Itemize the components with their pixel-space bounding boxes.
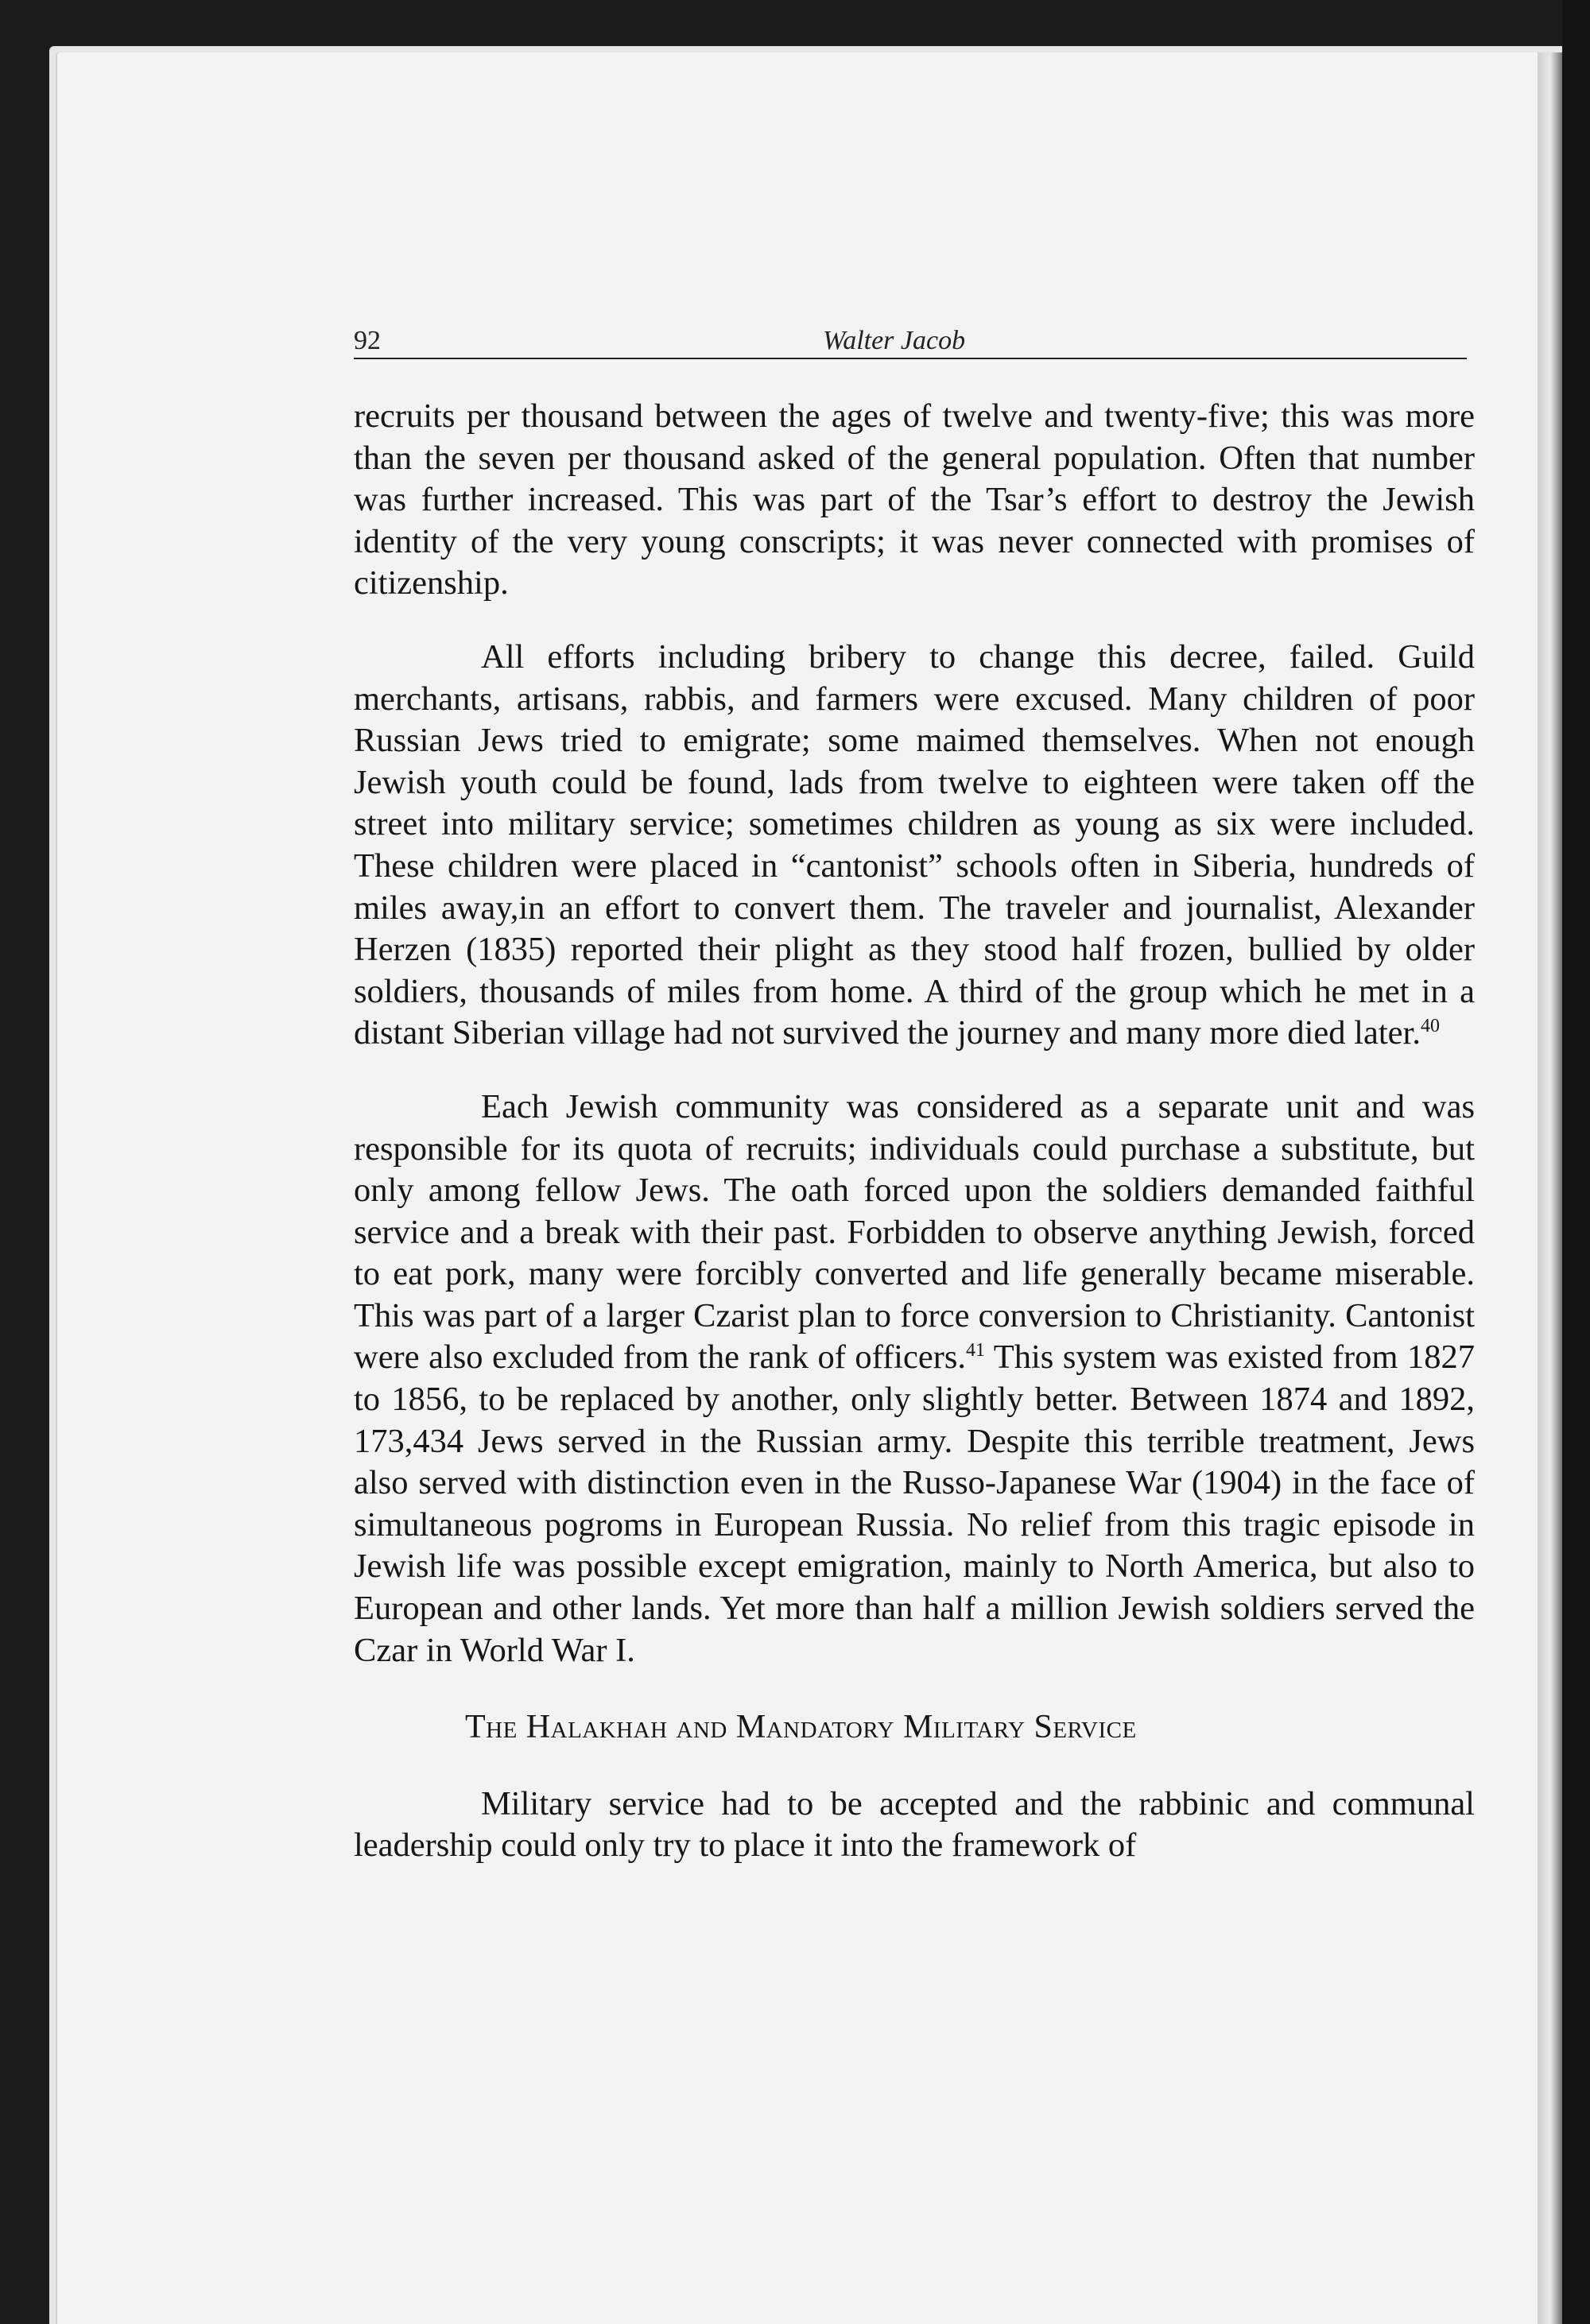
page-number: 92 xyxy=(354,326,381,355)
paragraph-1-text: recruits per thousand between the ages of twelve and twenty-five; this was more than the seven per thousand asked of the general population. Often that number was further increased. This was part of the Tsar’s effort to destroy the Jewish identity of the very young conscripts; it was never connected with promises of citizenship. xyxy=(354,397,1475,602)
running-head: Walter Jacob xyxy=(823,326,966,355)
background-strip xyxy=(1562,0,1590,2324)
footnote-ref-40: 40 xyxy=(1420,1016,1440,1037)
footnote-ref-41: 41 xyxy=(966,1340,986,1361)
page-body xyxy=(354,396,1475,1867)
paragraph-4-text: Military service had to be accepted and the rabbinic and communal leadership could only try to place it into the framework of xyxy=(354,1784,1475,1865)
paragraph-4 xyxy=(354,1784,1475,1867)
section-heading: The Halakhah and Mandatory Military Service xyxy=(465,1709,1137,1746)
paragraph-2 xyxy=(354,637,1475,1055)
paragraph-3-text-b: This system was existed from 1827 to 1856, to be replaced by another, only slightly better. Between 1874 and 1892, 173,434 Jews served in the Russian army. Despite this terrible treatment, Jews also served with distinction even in the Russo-Japanese War (1904) in the face of simultaneous pogroms in European Russia. No relief from this tragic episode in Jewish life was possible except emigration, mainly to North America, but also to European and other lands. Yet more than half a million Jewish soldiers served the Czar in World War I. xyxy=(354,1338,1475,1669)
paragraph-2-text: All efforts including bribery to change this decree, failed. Guild merchants, artisans, rabbis, and farmers were excused. Many children of poor Russian Jews tried to emigrate; some maimed themselves. When not enough Jewish youth could be found, lads from twelve to eighteen were taken off the street into military service; sometimes children as young as six were included. These children were placed in “cantonist” schools often in Siberia, hundreds of miles away,in an effort to convert them. The traveler and journalist, Alexander Herzen (1835) reported their plight as they stood half frozen, bullied by older soldiers, thousands of miles from home. A third of the group which he met in a distant Siberian village had not survived the journey and many more died later. xyxy=(354,637,1475,1052)
paragraph-3 xyxy=(354,1086,1475,1671)
page-header xyxy=(354,326,1467,359)
paragraph-3-text-a: Each Jewish community was considered as a separate unit and was responsible for its quota of recruits; individuals could purchase a substitute, but only among fellow Jews. The oath forced upon the soldiers demanded faithful service and a break with their past. Forbidden to observe anything Jewish, forced to eat pork, many were forcibly converted and life generally became miserable. This was part of a larger Czarist plan to force conversion to Christianity. Cantonist were also excluded from the rank of officers. xyxy=(354,1087,1475,1377)
paragraph-1 xyxy=(354,396,1475,605)
